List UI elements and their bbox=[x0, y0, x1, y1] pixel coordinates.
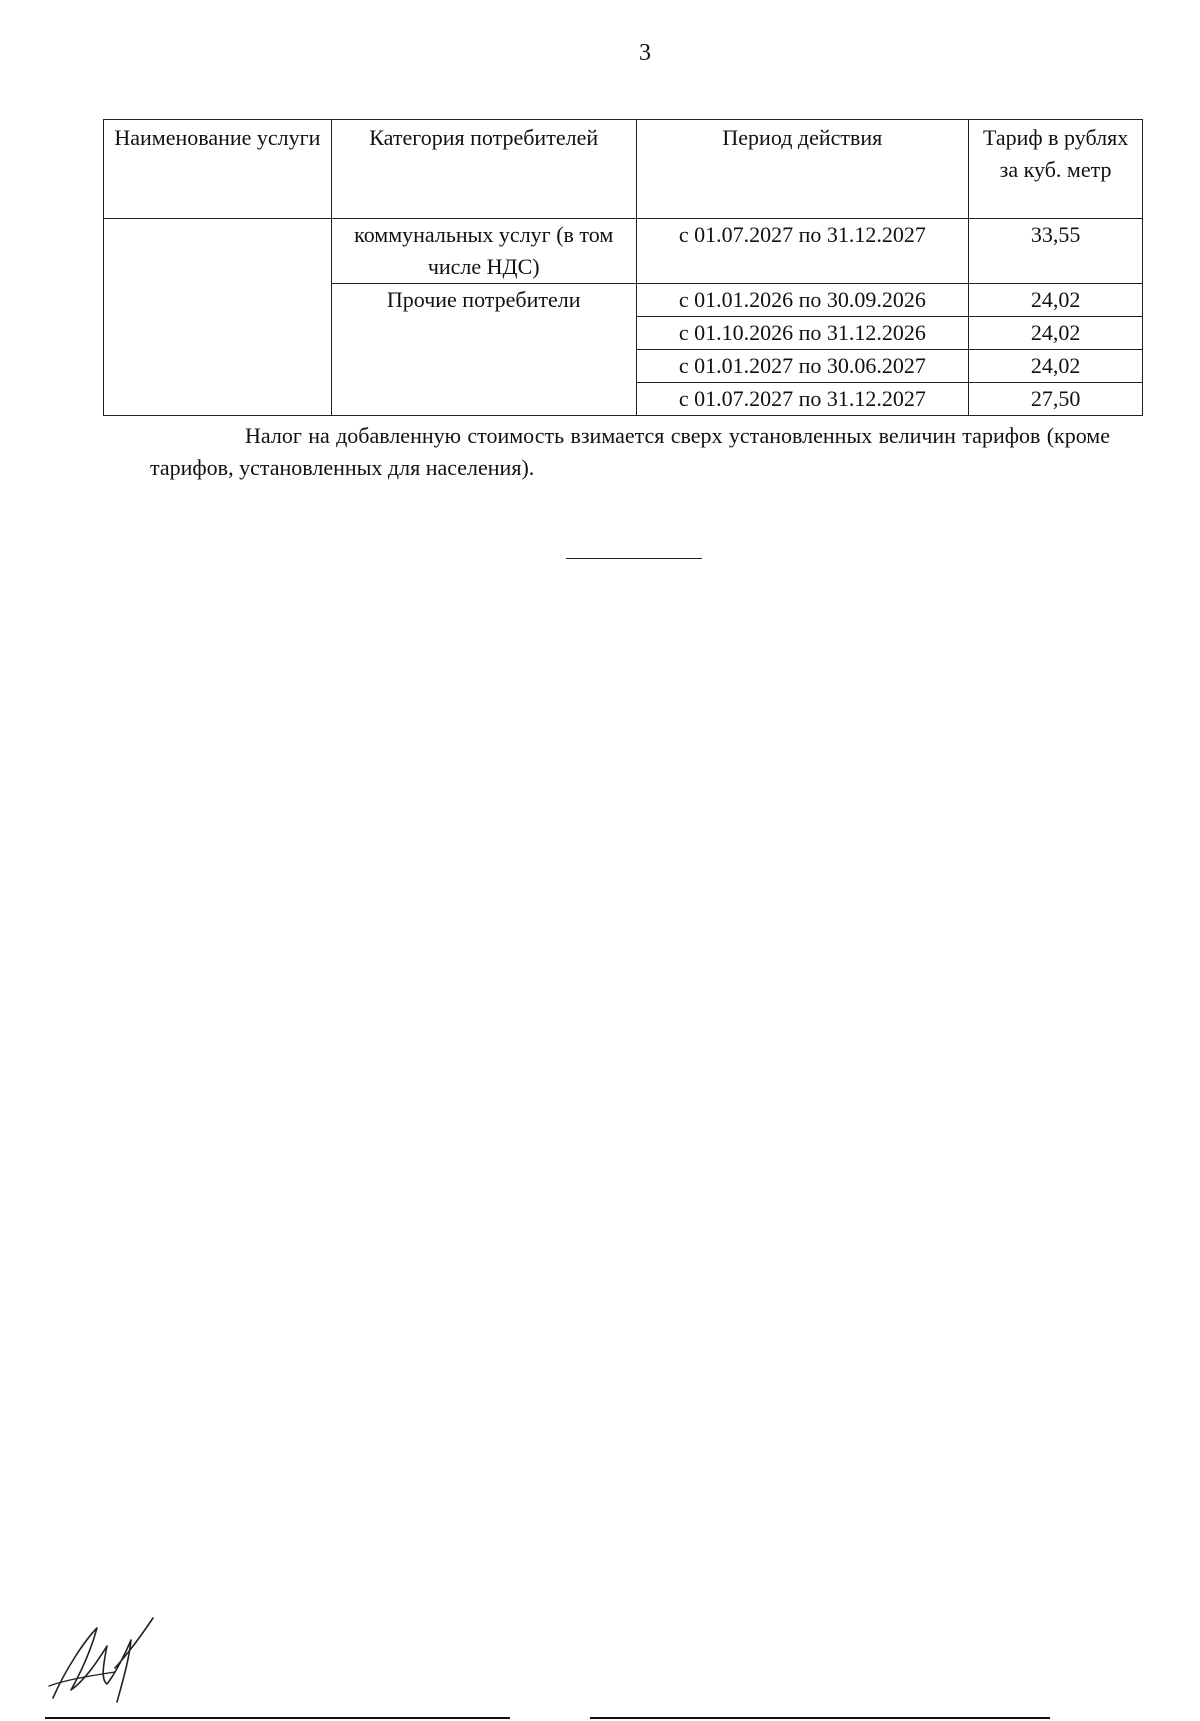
tariff-table bbox=[103, 119, 1143, 416]
vat-note: Налог на добавленную стоимость взимается сверх установленных величин тарифов (кроме тарифов, установленных для населения). bbox=[150, 423, 1110, 480]
period-cell: с 01.07.2027 по 31.12.2027 bbox=[636, 219, 969, 284]
end-divider bbox=[566, 558, 702, 559]
tariff-cell: 24,02 bbox=[969, 317, 1143, 350]
period-cell: с 01.07.2027 по 31.12.2027 bbox=[636, 383, 969, 416]
bottom-scan-line bbox=[45, 1717, 510, 1719]
bottom-scan-line bbox=[590, 1717, 1050, 1719]
tariff-cell: 24,02 bbox=[969, 350, 1143, 383]
service-name-cell bbox=[104, 219, 332, 416]
header-tariff: Тариф в рублях за куб. метр bbox=[969, 120, 1143, 219]
header-service-name: Наименование услуги bbox=[104, 120, 332, 219]
category-cell: коммунальных услуг (в том числе НДС) bbox=[331, 219, 636, 284]
signature-icon bbox=[45, 1610, 165, 1710]
header-consumer-category: Категория потребителей bbox=[331, 120, 636, 219]
table-header-row bbox=[104, 120, 1143, 219]
tariff-cell: 33,55 bbox=[969, 219, 1143, 284]
period-cell: с 01.10.2026 по 31.12.2026 bbox=[636, 317, 969, 350]
table-row bbox=[104, 219, 1143, 284]
tariff-cell: 24,02 bbox=[969, 284, 1143, 317]
category-cell: Прочие потребители bbox=[331, 284, 636, 416]
tariff-cell: 27,50 bbox=[969, 383, 1143, 416]
header-validity-period: Период действия bbox=[636, 120, 969, 219]
period-cell: с 01.01.2027 по 30.06.2027 bbox=[636, 350, 969, 383]
page-number: 3 bbox=[639, 40, 651, 66]
period-cell: с 01.01.2026 по 30.09.2026 bbox=[636, 284, 969, 317]
